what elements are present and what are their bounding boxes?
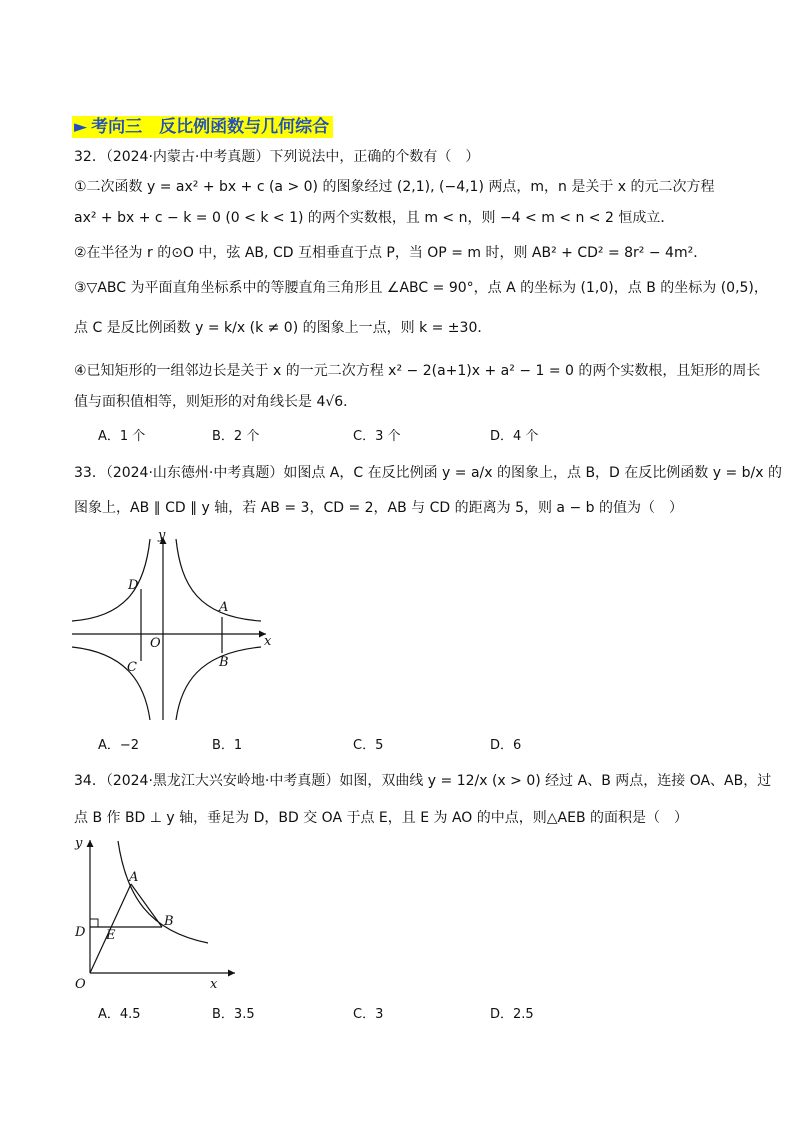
label-b: B: [164, 914, 174, 929]
q32-statement-4a: ④已知矩形的一组邻边长是关于 x 的一元二次方程 x² − 2(a+1)x + a² − 1 = 0 的两个实数根，且矩形的周长: [74, 363, 761, 379]
hyperbola-curve: [118, 841, 208, 943]
q34-option-d[interactable]: D．2.5: [490, 1007, 534, 1022]
q32-statement-4b: 值与面积值相等，则矩形的对角线长是 4√6．: [74, 394, 358, 410]
q34-line-1: 34．（2024·黑龙江大兴安岭地·中考真题）如图，双曲线 y = 12/x (x > 0) 经过 A、B 两点，连接 OA、AB，过: [74, 773, 772, 789]
label-a: A: [129, 870, 139, 885]
q34-line-2: 点 B 作 BD ⊥ y 轴，垂足为 D，BD 交 OA 于点 E，且 E 为 AO 的中点，则△AEB 的面积是（ ）: [74, 810, 689, 826]
q32-stem: 32．（2024·内蒙古·中考真题）下列说法中，正确的个数有（ ）: [74, 149, 480, 165]
q33-option-b[interactable]: B．1: [212, 738, 243, 753]
q34-option-b[interactable]: B．3.5: [212, 1007, 255, 1022]
q32-statement-3b: 点 C 是反比例函数 y = k/x (k ≠ 0) 的图象上一点，则 k = ±30．: [74, 320, 492, 336]
q32-option-d[interactable]: D．4 个: [490, 429, 539, 444]
q32-statement-3a: ③▽ABC 为平面直角坐标系中的等腰直角三角形且 ∠ABC = 90°，点 A 的坐标为 (1,0)，点 B 的坐标为 (0,5)，: [74, 280, 768, 296]
q33-option-c[interactable]: C．5: [353, 738, 384, 753]
label-x: x: [264, 634, 272, 649]
q32-statement-2: ②在半径为 r 的⊙O 中，弦 AB, CD 互相垂直于点 P，当 OP = m 时，则 AB² + CD² = 8r² − 4m²．: [74, 245, 708, 261]
label-d: D: [128, 578, 139, 593]
q34-figure: [70, 835, 245, 995]
label-e: E: [106, 928, 116, 943]
q32-option-c[interactable]: C．3 个: [353, 429, 401, 444]
label-y: y: [75, 836, 83, 851]
q34-option-c[interactable]: C．3: [353, 1007, 384, 1022]
triangle-marker-icon: ►: [74, 117, 88, 137]
section-heading: [72, 116, 333, 138]
label-y: y: [158, 528, 166, 543]
label-origin: O: [75, 977, 86, 992]
label-b: B: [219, 655, 229, 670]
label-x: x: [210, 977, 218, 992]
curve-q3: [72, 647, 150, 720]
label-a: A: [219, 600, 229, 615]
label-d: D: [75, 925, 86, 940]
label-c: C: [127, 660, 137, 675]
q34-option-a[interactable]: A．4.5: [98, 1007, 141, 1022]
label-origin: O: [150, 636, 161, 651]
segment-ab: [131, 884, 162, 927]
q33-figure: [66, 525, 281, 725]
q32-statement-1b: ax² + bx + c − k = 0 (0 < k < 1) 的两个实数根，且 m < n，则 −4 < m < n < 2 恒成立．: [74, 210, 675, 226]
q33-line-2: 图象上，AB ∥ CD ∥ y 轴，若 AB = 3，CD = 2，AB 与 CD 的距离为 5，则 a − b 的值为（ ）: [74, 500, 683, 516]
q32-option-a[interactable]: A．1 个: [98, 429, 146, 444]
q33-option-a[interactable]: A．−2: [98, 738, 140, 753]
section-title: 考向三 反比例函数与几何综合: [91, 117, 330, 137]
right-angle-mark: [90, 919, 98, 927]
q33-option-d[interactable]: D．6: [490, 738, 522, 753]
q33-line-1: 33．（2024·山东德州·中考真题）如图点 A，C 在反比例函 y = a/x 的图象上，点 B，D 在反比例函数 y = b/x 的: [74, 465, 782, 481]
q32-statement-1a: ①二次函数 y = ax² + bx + c (a > 0) 的图象经过 (2,1), (−4,1) 两点，m，n 是关于 x 的元二次方程: [74, 179, 715, 195]
q32-option-b[interactable]: B．2 个: [212, 429, 260, 444]
